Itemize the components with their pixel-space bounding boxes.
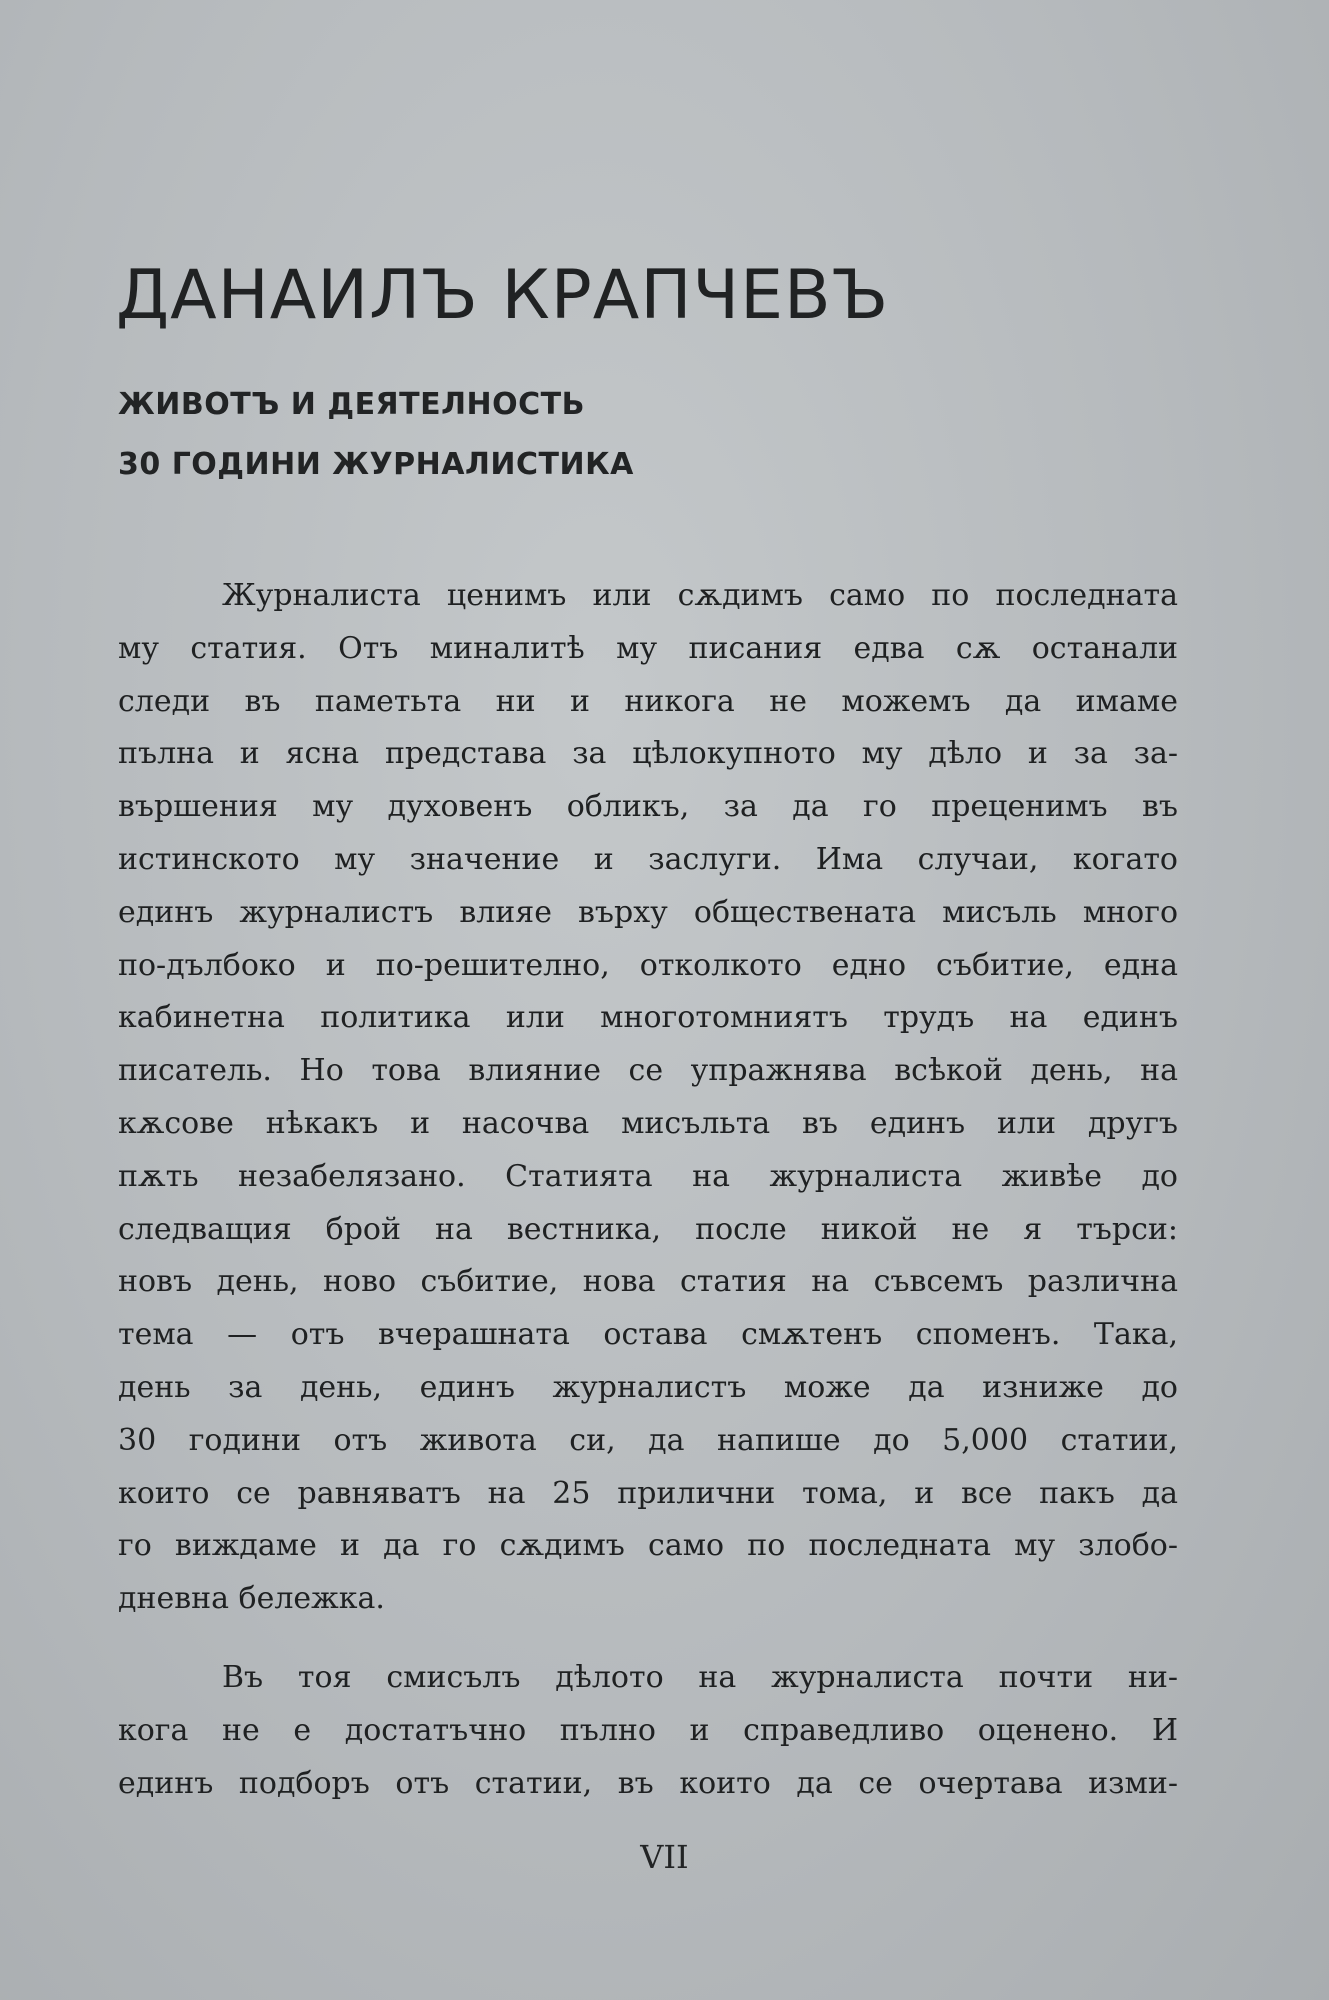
text-line: 30 години отъ живота си, да напише до 5,000 статии, [118, 1422, 1178, 1458]
text-line: вършения му духовенъ обликъ, за да го преценимъ въ [118, 789, 1178, 825]
text-line: кабинетна политика или многотомниятъ трудъ на единъ [118, 1000, 1178, 1036]
text-line: Въ тоя смисълъ дѣлото на журналиста почти ни- [222, 1659, 1178, 1695]
paragraph-2 [118, 1652, 1178, 1810]
page-number: VII [640, 1838, 689, 1876]
paragraph-1 [118, 570, 1178, 1626]
text-line: по-дълбоко и по-решително, отколкото едно събитие, една [118, 947, 1178, 983]
subtitle-30-years-journalism: 30 ГОДИНИ ЖУРНАЛИСТИКА [118, 447, 634, 482]
text-line: тема — отъ вчерашната остава смѫтенъ споменъ. Така, [118, 1317, 1178, 1353]
text-line: новъ день, ново събитие, нова статия на съвсемъ различна [118, 1264, 1178, 1300]
subtitle-life-and-work: ЖИВОТЪ И ДЕЯТЕЛНОСТЬ [118, 387, 585, 422]
text-line: пълна и ясна представа за цѣлокупното му дѣло и за за- [118, 736, 1178, 772]
text-line: день за день, единъ журналистъ може да изниже до [118, 1369, 1178, 1405]
text-line: истинското му значение и заслуги. Има случаи, когато [118, 841, 1178, 877]
paragraph-spacer [118, 1626, 1178, 1652]
text-line: следи въ паметьта ни и никога не можемъ да имаме [118, 683, 1178, 719]
text-line: следващия брой на вестника, после никой не я търси: [118, 1211, 1178, 1247]
text-line: писатель. Но това влияние се упражнява всѣкой день, на [118, 1053, 1178, 1089]
text-line: които се равняватъ на 25 прилични тома, и все пакъ да [118, 1475, 1178, 1511]
text-line: дневна бележка. [118, 1581, 385, 1617]
text-line: единъ подборъ отъ статии, въ които да се очертава изми- [118, 1765, 1178, 1801]
page-title: ДАНАИЛЪ КРАПЧЕВЪ [116, 256, 890, 335]
text-line: кога не е достатъчно пълно и справедливо оценено. И [118, 1712, 1178, 1748]
text-line: кѫсове нѣкакъ и насочва мисъльта въ единъ или другъ [118, 1105, 1178, 1141]
text-line: единъ журналистъ влияе върху обществената мисъль много [118, 894, 1178, 930]
text-line: му статия. Отъ миналитѣ му писания едва сѫ останали [118, 630, 1178, 666]
text-line: пѫть незабелязано. Статията на журналиста живѣе до [118, 1158, 1178, 1194]
text-line: Журналиста ценимъ или сѫдимъ само по последната [222, 578, 1178, 613]
text-line: го виждаме и да го сѫдимъ само по последната му злобо- [118, 1528, 1178, 1564]
body-text [118, 570, 1178, 1810]
